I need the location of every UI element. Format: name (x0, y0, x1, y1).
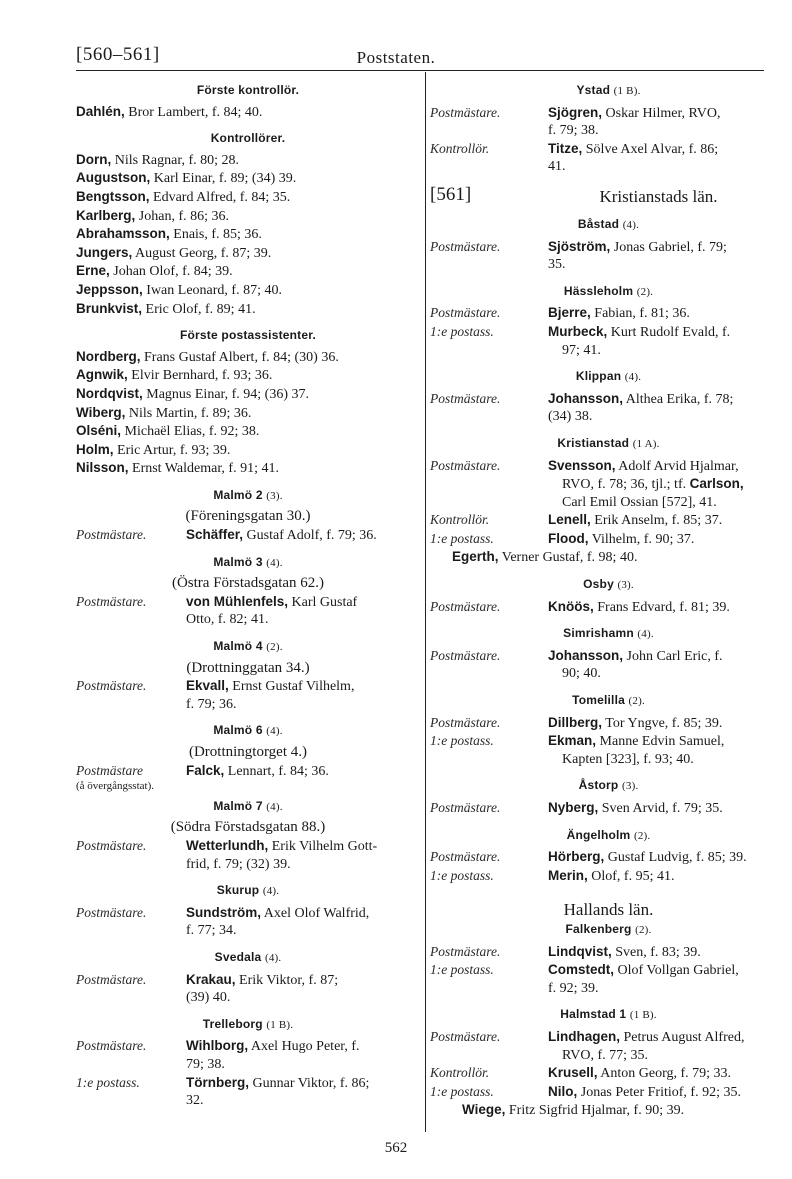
station-heading: Ystad (1 B). (576, 83, 641, 97)
entry: Abrahamsson, Enais, f. 85; 36. (76, 226, 262, 243)
station-heading: Halmstad 1 (1 B). (560, 1007, 657, 1022)
role-note: (å övergångsstat). (76, 780, 154, 793)
station-heading: Klippan (4). (575, 369, 642, 384)
entry: Kontrollör. Titze, Sölve Axel Alvar, f. 86; 41. (430, 140, 719, 175)
entry: Holm, Eric Artur, f. 93; 39. (76, 441, 231, 458)
entry: Postmästare. Hörberg, Gustaf Ludvig, f. 85; 39. (430, 849, 747, 866)
county-heading-row (430, 183, 787, 214)
station-heading: Malmö 6 (4). (213, 723, 283, 738)
entry: 1:e postass. Törnberg, Gunnar Viktor, f. 86; 32. (76, 1074, 370, 1109)
entry: Kontrollör. Lenell, Erik Anselm, f. 85; 37. (430, 512, 723, 529)
county-heading: Hallands län. (563, 900, 654, 920)
entry: Jeppsson, Iwan Leonard, f. 87; 40. (76, 281, 282, 298)
entry: Olséni, Michaël Elias, f. 92; 38. (76, 423, 260, 440)
left-column (76, 78, 420, 1110)
entry: Postmästare. Sjögren, Oskar Hilmer, RVO, f. 79; 38. (430, 104, 721, 139)
entry: Postmästare. Nyberg, Sven Arvid, f. 79; 35. (430, 800, 723, 816)
entry: Dorn, Nils Ragnar, f. 80; 28. (76, 151, 240, 168)
entry: Postmästare. von Mühlenfels, Karl Gustaf Otto, f. 82; 41. (76, 593, 358, 628)
running-head-title: Poststaten. (356, 48, 436, 67)
station-heading: Hässleholm (2). (563, 283, 654, 298)
entry: Agnwik, Elvir Bernhard, f. 93; 36. (76, 367, 273, 384)
entry: Postmästare. Johansson, Althea Erika, f. 78; (34) 38. (430, 390, 734, 425)
station-heading: Skurup (4). (216, 883, 280, 898)
entry: Postmästare. Lindqvist, Sven, f. 83; 39. (430, 943, 701, 960)
entry: Jungers, August Georg, f. 87; 39. (76, 244, 272, 261)
entry: Egerth, Verner Gustaf, f. 98; 40. (452, 549, 638, 566)
role-label: Postmästare. (76, 527, 147, 543)
station-address: (Södra Förstadsgatan 88.) (170, 819, 326, 836)
entry: Brunkvist, Eric Olof, f. 89; 41. (76, 300, 256, 317)
section-heading: Kontrollörer. (210, 131, 286, 146)
station-heading: Osby (3). (583, 577, 634, 592)
page-number: 562 (384, 1140, 408, 1156)
column-divider (425, 72, 426, 1132)
person-name: Dahlén, (76, 103, 125, 119)
entry: 1:e postass. Flood, Vilhelm, f. 90; 37. (430, 530, 695, 547)
station-heading: Ängelholm (2). (566, 827, 651, 842)
entry: Postmästare. Johansson, John Carl Eric, f. 90; 40. (430, 647, 723, 682)
station-heading: Malmö 2 (3). (213, 487, 283, 502)
entry: 1:e postass. Ekman, Manne Edvin Samuel, Kapten [323], f. 93; 40. (430, 733, 725, 767)
entry: Bengtsson, Edvard Alfred, f. 84; 35. (76, 188, 291, 205)
entry: Dahlén, Bror Lambert, f. 84; 40. (76, 103, 263, 120)
entry: Wiege, Fritz Sigfrid Hjalmar, f. 90; 39. (462, 1102, 685, 1119)
entry: Nilsson, Ernst Waldemar, f. 91; 41. (76, 460, 279, 477)
station-address: (Föreningsgatan 30.) (185, 508, 311, 525)
entry: Postmästare. Sundström, Axel Olof Walfrid, f. 77; 34. (76, 904, 370, 939)
entry: 1:e postass. Murbeck, Kurt Rudolf Evald, f. 97; 41. (430, 323, 731, 358)
section-heading: Förste postassistenter. (180, 328, 316, 343)
entry: Postmästare. Wetterlundh, Erik Vilhelm Gott- frid, f. 79; (32) 39. (76, 837, 378, 872)
county-heading: Kristianstads län. (599, 186, 718, 206)
station-heading: Malmö 3 (4). (213, 554, 283, 569)
entry: Erne, Johan Olof, f. 84; 39. (76, 263, 233, 280)
header-rule (76, 70, 764, 71)
entry: Wiberg, Nils Martin, f. 89; 36. (76, 404, 252, 421)
station-heading: Tomelilla (2). (572, 693, 645, 708)
station-heading: Kristianstad (1 A). (557, 435, 660, 450)
entry: Nordqvist, Magnus Einar, f. 94; (36) 37. (76, 385, 310, 402)
station-address: (Drottninggatan 34.) (186, 659, 310, 676)
right-column (430, 78, 787, 1120)
entry: Postmästare Falck, Lennart, f. 84; 36. (76, 762, 329, 779)
entry: Postmästare. Wihlborg, Axel Hugo Peter, f. 79; 38. (76, 1038, 360, 1072)
entry: Augustson, Karl Einar, f. 89; (34) 39. (76, 170, 297, 187)
entry: Postmästare. Bjerre, Fabian, f. 81; 36. (430, 305, 690, 322)
entry: Postmästare. Sjöström, Jonas Gabriel, f. 79; 35. (430, 238, 727, 273)
station-heading: Malmö 4 (2). (213, 639, 283, 654)
entry: 1:e postass. Nilo, Jonas Peter Fritiof, f. 92; 35. (430, 1083, 741, 1100)
station-heading: Båstad (4). (577, 216, 640, 231)
station-heading: Malmö 7 (4). (213, 798, 283, 813)
entry: Postmästare. Lindhagen, Petrus August Alfred, RVO, f. 77; 35. (430, 1028, 745, 1063)
entry: Postmästare. Svensson, Adolf Arvid Hjalmar, RVO, f. 78; 36, tjl.; tf. Carlson, Carl Emil Ossian [572], 41. (430, 457, 744, 510)
entry: Postmästare. Schäffer, Gustaf Adolf, f. 79; 36. (76, 527, 377, 544)
station-heading: Falkenberg (2). (565, 921, 652, 936)
entry: Postmästare. Dillberg, Tor Yngve, f. 85; 39. (430, 714, 723, 731)
station-heading: Simrishamn (4). (563, 626, 654, 641)
entry: Kontrollör. Krusell, Anton Georg, f. 79; 33. (430, 1065, 732, 1082)
station-address: (Östra Förstadsgatan 62.) (171, 575, 325, 592)
entry: Postmästare. Knöös, Frans Edvard, f. 81; 39. (430, 598, 730, 615)
entry: Postmästare. Ekvall, Ernst Gustaf Vilhelm, f. 79; 36. (76, 678, 355, 712)
entry: Karlberg, Johan, f. 86; 36. (76, 207, 229, 224)
entry: 1:e postass. Comstedt, Olof Vollgan Gabriel, f. 92; 39. (430, 962, 739, 996)
entry: 1:e postass. Merin, Olof, f. 95; 41. (430, 867, 675, 884)
page-reference: [560–561] (76, 44, 160, 65)
station-heading: Åstorp (3). (578, 778, 639, 793)
section-heading: Förste kontrollör. (196, 83, 300, 97)
station-heading: Trelleborg (1 B). (202, 1016, 294, 1031)
section-number: [561] (430, 183, 472, 205)
station-heading: Svedala (4). (214, 949, 282, 964)
station-address: (Drottningtorget 4.) (188, 744, 308, 760)
entry: Postmästare. Krakau, Erik Viktor, f. 87; (39) 40. (76, 971, 339, 1006)
entry: Nordberg, Frans Gustaf Albert, f. 84; (30) 36. (76, 348, 339, 365)
